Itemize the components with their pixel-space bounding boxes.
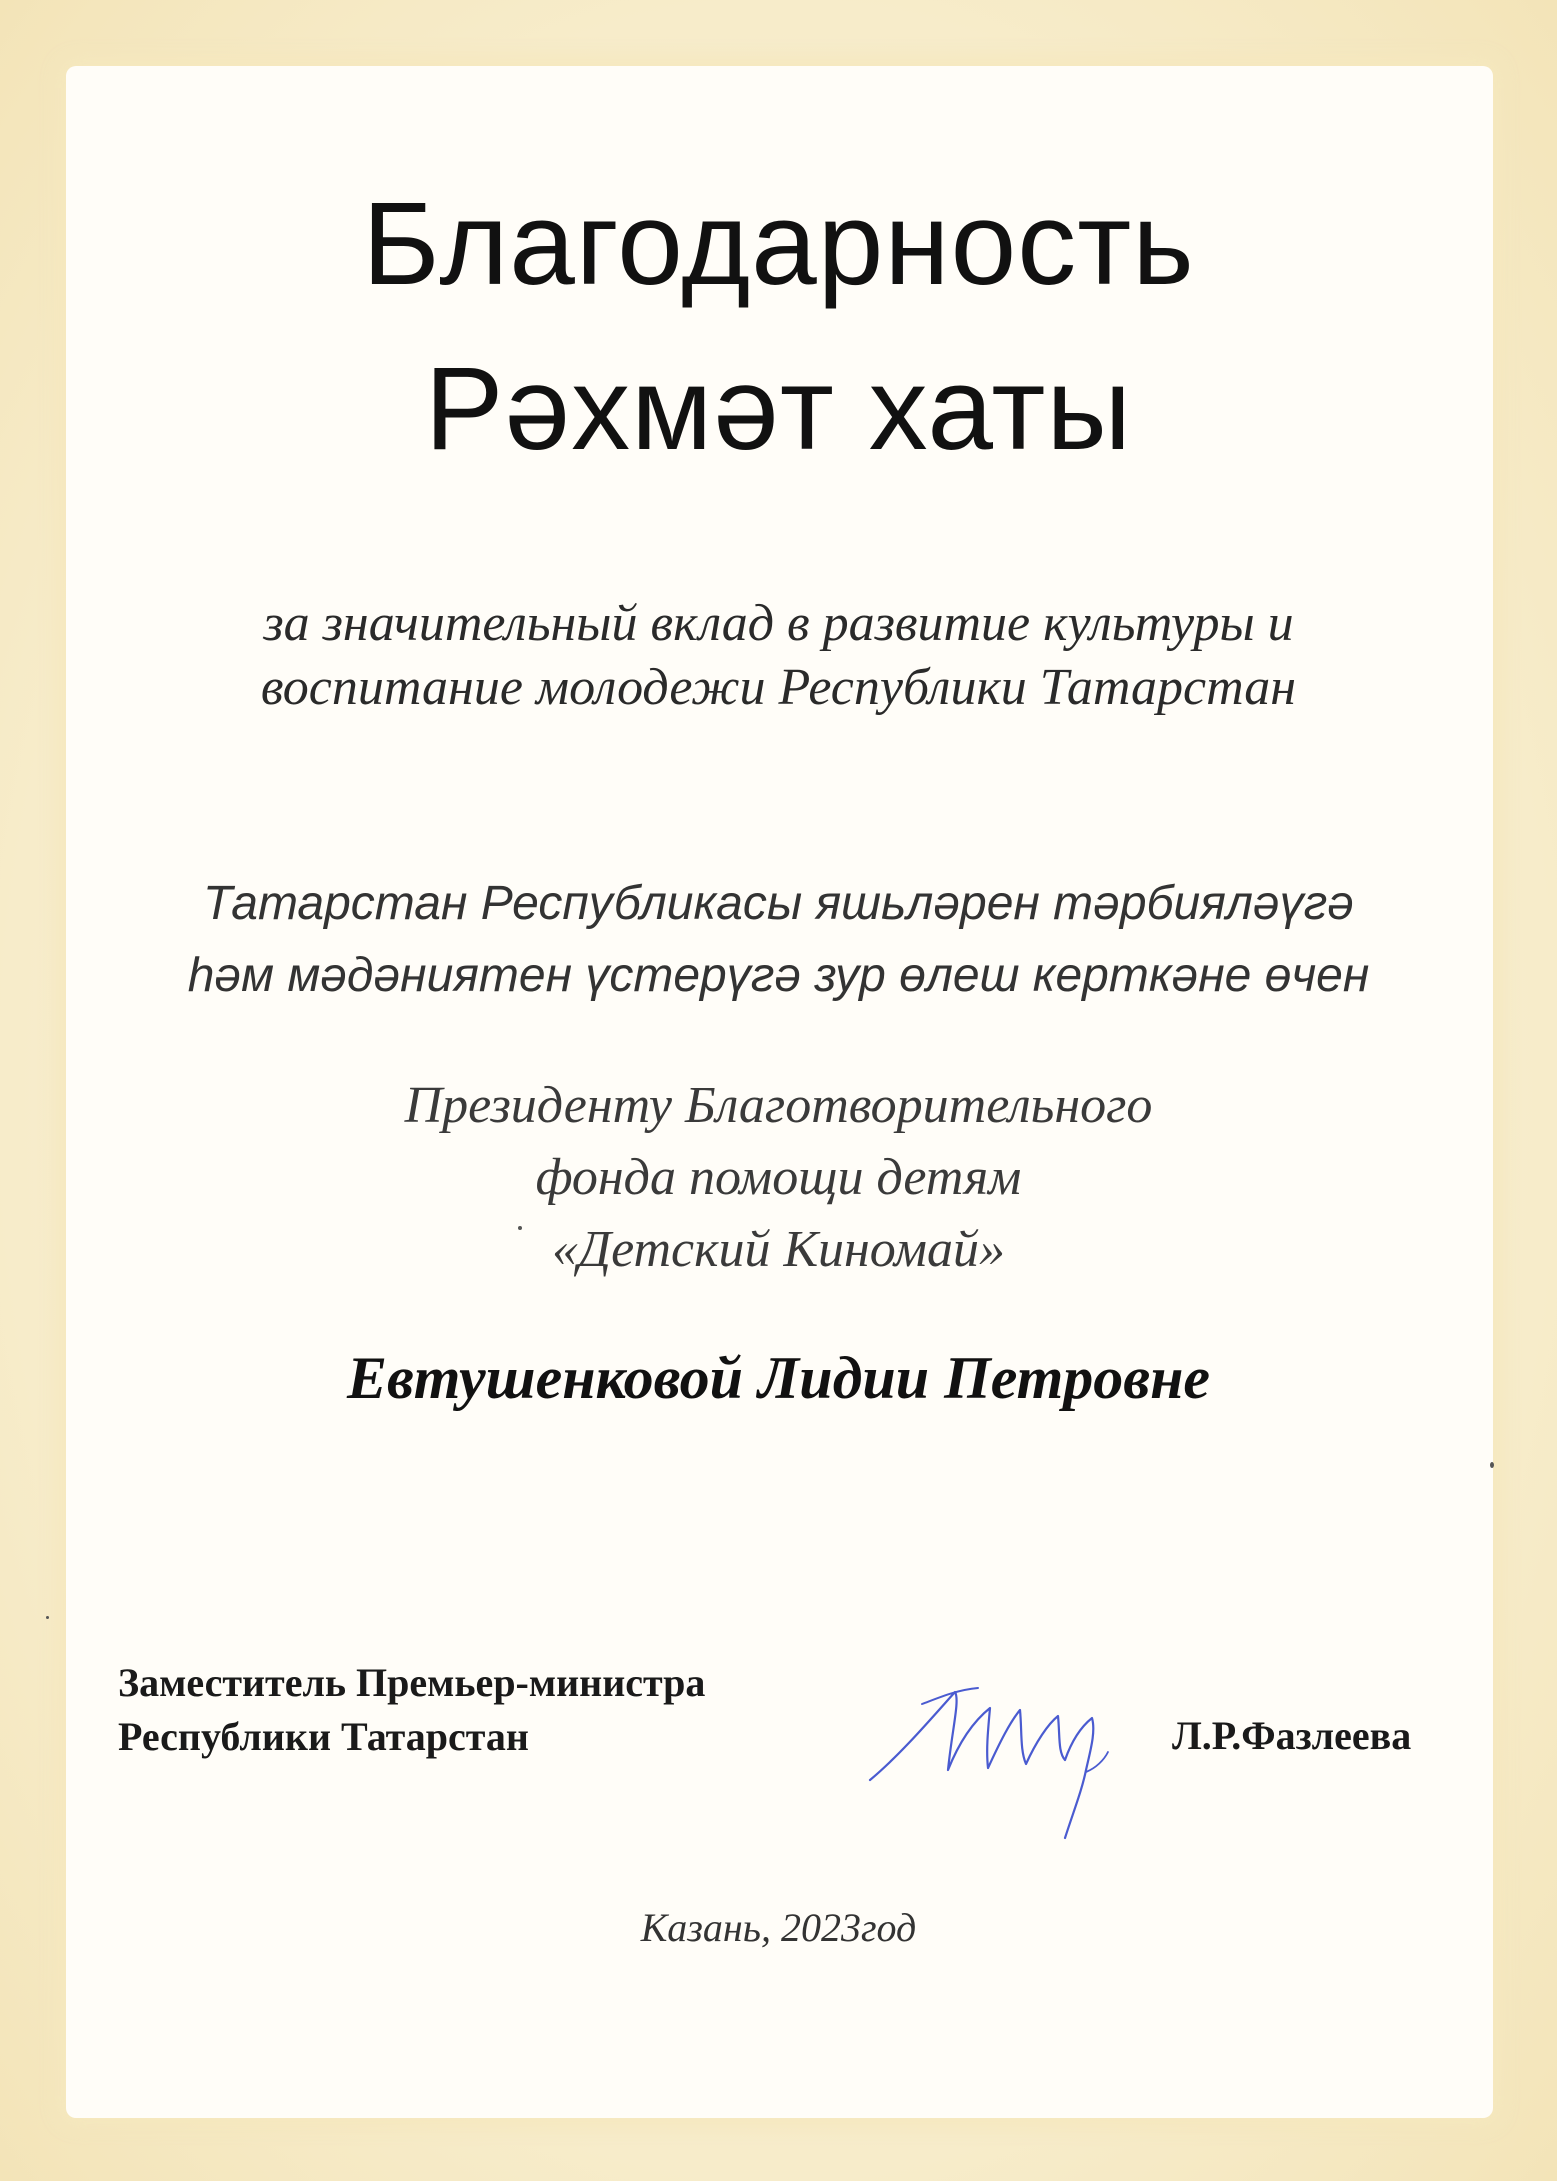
recipient-position-line: фонда помощи детям (535, 1149, 1022, 1206)
reason-tatar (0, 868, 1557, 1012)
recipient-position-line: «Детский Киномай» (552, 1221, 1005, 1278)
reason-russian (0, 592, 1557, 720)
reason-russian-line: за значительный вклад в развитие культуры и (263, 595, 1294, 652)
signatory-title-line: Республики Татарстан (118, 1714, 529, 1759)
recipient-position (0, 1070, 1557, 1286)
title-tatar: Рәхмәт хаты (424, 343, 1133, 475)
recipient-name: Евтушенковой Лидии Петровне (346, 1345, 1211, 1411)
paper-speck (518, 1226, 522, 1230)
place-and-date: Казань, 2023год (640, 1905, 917, 1950)
title-russian: Благодарность (362, 178, 1195, 310)
reason-tatar-line: һәм мәдәниятен үстерүгә зур өлеш керткәне өчен (187, 949, 1370, 1002)
paper-speck (46, 1616, 49, 1619)
signatory-title (118, 1656, 705, 1764)
signatory-title-line: Заместитель Премьер-министра (118, 1660, 706, 1705)
reason-tatar-line: Татарстан Республикасы яшьләрен тәрбияләүгә (203, 877, 1354, 930)
reason-russian-line: воспитание молодежи Республики Татарстан (260, 659, 1297, 716)
recipient-position-line: Президенту Благотворительного (404, 1077, 1153, 1134)
signer-name: Л.Р.Фазлеева (1172, 1713, 1412, 1758)
handwritten-signature (860, 1660, 1160, 1860)
paper-speck (1490, 1462, 1494, 1468)
